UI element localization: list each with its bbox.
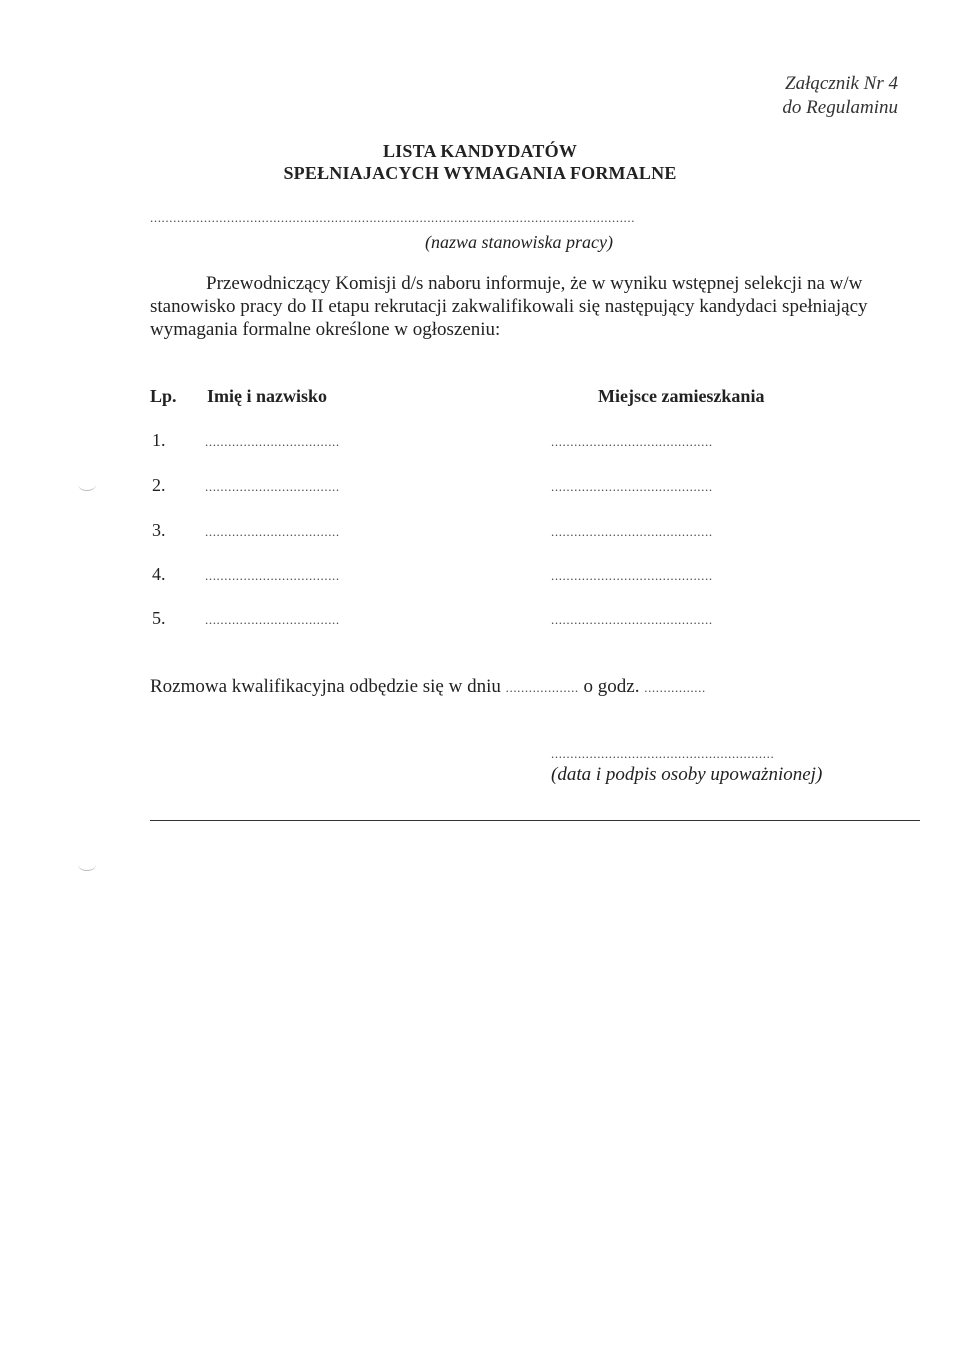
signature-field[interactable]: .......................................................... [551,746,775,761]
name-field[interactable]: ................................... [205,524,340,539]
bottom-divider [150,820,920,821]
row-number: 4. [152,564,166,584]
row-number: 5. [152,608,166,628]
annex-reference: do Regulaminu [782,97,898,118]
residence-field[interactable]: .......................................... [551,434,713,449]
name-field[interactable]: ................................... [205,434,340,449]
interview-time-label: o godz. [583,676,640,697]
annex-number: Załącznik Nr 4 [785,73,898,94]
intro-paragraph: Przewodniczący Komisji d/s naboru informuje, że w wyniku wstępnej selekcji na w/w stanowisko pracy do II etapu rekrutacji zakwalifikowali się następujący kandydaci spełniający wymagania formalne określone w ogłoszeniu: [150,273,868,340]
residence-field[interactable]: .......................................... [551,524,713,539]
residence-field[interactable]: .......................................... [551,479,713,494]
name-field[interactable]: ................................... [205,612,340,627]
interview-time-field[interactable]: ................ [644,680,706,695]
interview-line [150,676,706,698]
residence-field[interactable]: .......................................... [551,568,713,583]
row-number: 2. [152,475,166,495]
scan-mark [78,858,96,871]
signature-caption: (data i podpis osoby upoważnionej) [551,764,823,785]
position-name-field[interactable]: .............................................................................................................................. [150,210,636,225]
title-line-2: SPEŁNIAJACYCH WYMAGANIA FORMALNE [283,163,677,183]
position-name-caption: (nazwa stanowiska pracy) [425,232,613,252]
name-field[interactable]: ................................... [205,479,340,494]
document-title [250,140,710,184]
residence-field[interactable]: .......................................... [551,612,713,627]
row-number: 1. [152,430,166,450]
header-residence: Miejsce zamieszkania [598,386,765,406]
header-name: Imię i nazwisko [207,386,328,406]
interview-text: Rozmowa kwalifikacyjna odbędzie się w dniu [150,676,501,697]
annex-label [782,72,898,120]
row-number: 3. [152,520,166,540]
name-field[interactable]: ................................... [205,568,340,583]
title-line-1: LISTA KANDYDATÓW [382,141,578,161]
interview-date-field[interactable]: ................... [505,680,579,695]
header-lp: Lp. [150,386,177,406]
scan-mark [78,478,96,491]
